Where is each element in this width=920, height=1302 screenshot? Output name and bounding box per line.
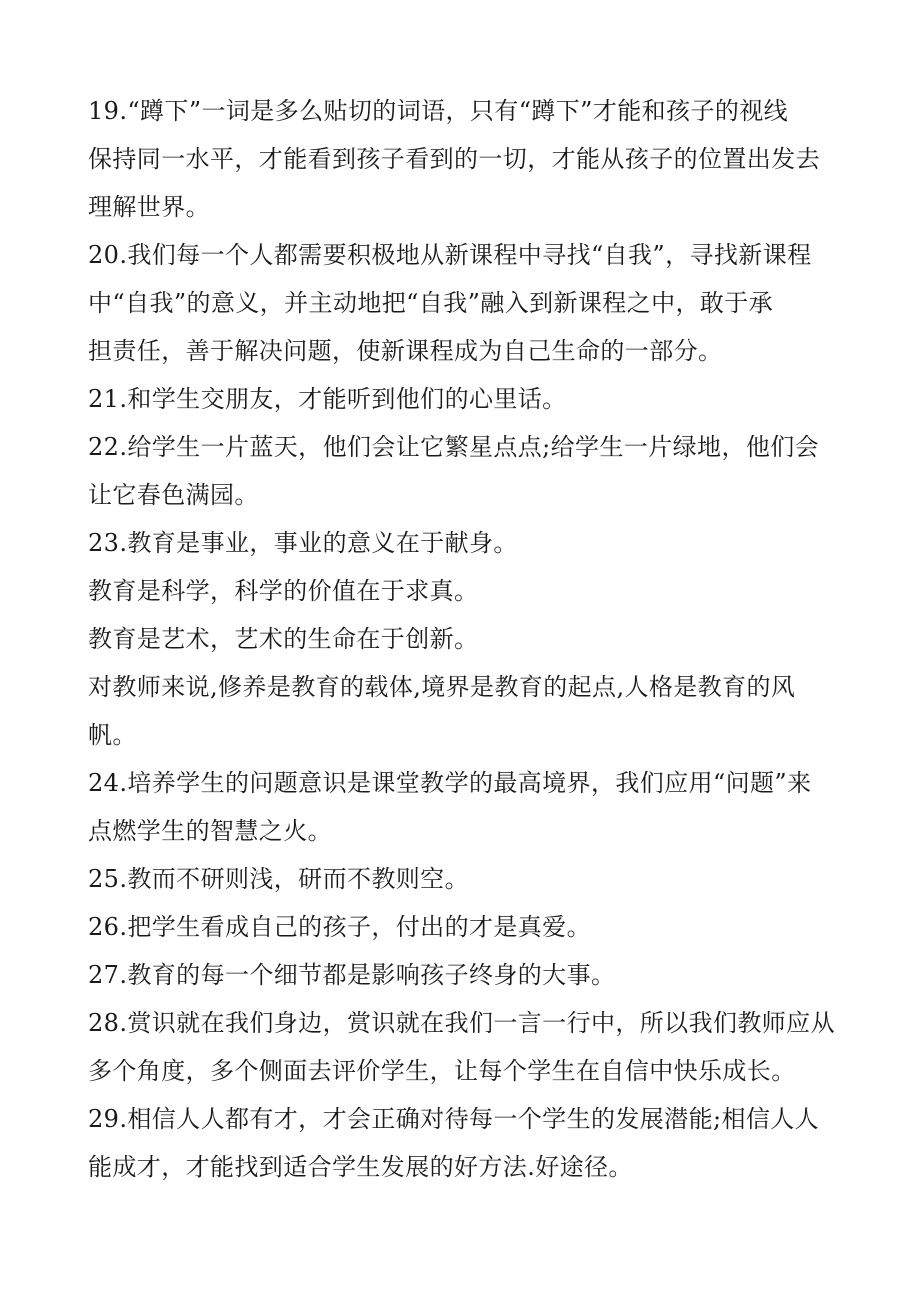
text-line: 理解世界。 <box>88 193 210 221</box>
text-line: 担责任，善于解决问题，使新课程成为自己生命的一部分。 <box>88 337 723 365</box>
text-line: 点燃学生的智慧之火。 <box>88 817 332 845</box>
text-line: 中“自我”的意义，并主动地把“自我”融入到新课程之中，敢于承 <box>88 289 774 317</box>
text-line: 27.教育的每一个细节都是影响孩子终身的大事。 <box>88 961 616 989</box>
text-line: 23.教育是事业，事业的意义在于献身。 <box>88 529 518 557</box>
text-line: 22.给学生一片蓝天，他们会让它繁星点点;给学生一片绿地，他们会 <box>88 433 820 461</box>
text-line: 29.相信人人都有才，才会正确对待每一个学生的发展潜能;相信人人 <box>88 1105 820 1133</box>
text-line: 帆。 <box>88 721 137 749</box>
text-line: 对教师来说,修养是教育的载体,境界是教育的起点,人格是教育的风 <box>88 673 796 701</box>
text-line: 24.培养学生的问题意识是课堂教学的最高境界，我们应用“问题”来 <box>88 769 812 797</box>
text-line: 20.我们每一个人都需要积极地从新课程中寻找“自我”，寻找新课程 <box>88 241 812 269</box>
text-line: 26.把学生看成自己的孩子，付出的才是真爱。 <box>88 913 591 941</box>
text-line: 保持同一水平，才能看到孩子看到的一切，才能从孩子的位置出发去 <box>88 145 820 173</box>
text-line: 28.赏识就在我们身边，赏识就在我们一言一行中，所以我们教师应从 <box>88 1009 835 1037</box>
text-line: 让它春色满园。 <box>88 481 259 509</box>
text-line: 多个角度，多个侧面去评价学生，让每个学生在自信中快乐成长。 <box>88 1057 796 1085</box>
text-line: 21.和学生交朋友，才能听到他们的心里话。 <box>88 385 567 413</box>
text-line: 教育是艺术，艺术的生命在于创新。 <box>88 625 479 653</box>
text-line: 教育是科学，科学的价值在于求真。 <box>88 577 479 605</box>
text-line: 25.教而不研则浅，研而不教则空。 <box>88 865 469 893</box>
text-line: 能成才，才能找到适合学生发展的好方法.好途径。 <box>88 1153 633 1181</box>
text-line: 19.“蹲下”一词是多么贴切的词语，只有“蹲下”才能和孩子的视线 <box>88 97 789 125</box>
